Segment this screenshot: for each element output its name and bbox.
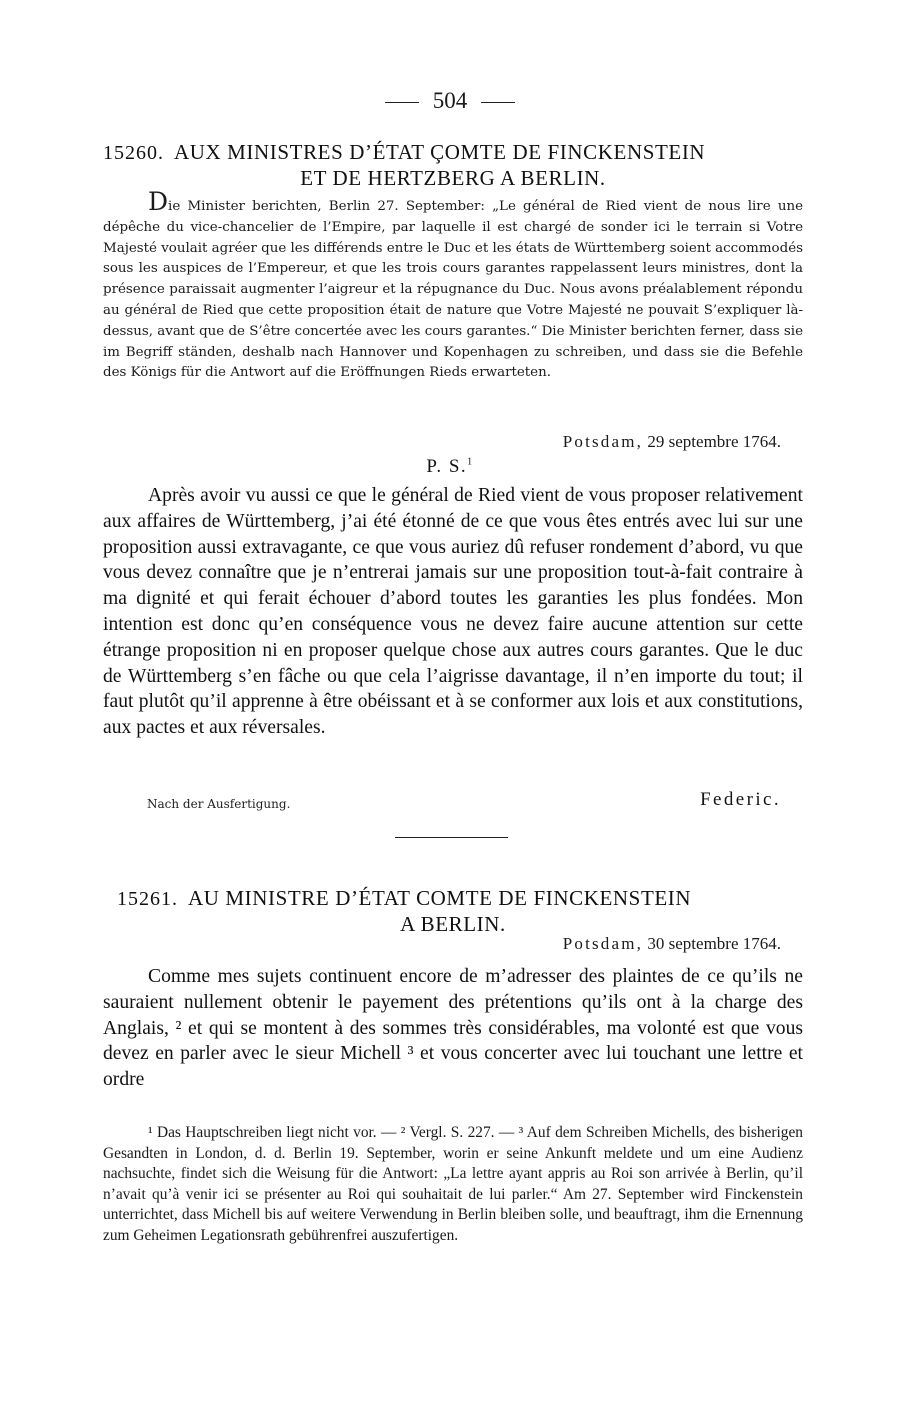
section-divider xyxy=(395,837,508,838)
page-number-dash-right xyxy=(481,102,515,103)
summary-text: ie Minister berichten, Berlin 27. September: „Le général de Ried vient de nous lire une dépêche du vice-chancelier de l’Empire, par laquelle il est chargé de sonder ici le terrain si Votre Majesté voulait agréer que les différends entre le Duc et les états de Württemberg soient accommodés sous les auspices de l’Empereur, et que les trois cours garantes rappelassent leurs ministres, dont la présence paraissait augmenter l’aigreur et la répugnance du Duc. Nous avons préalablement répondu au général de Ried que cette proposition était de nature que Votre Majesté ne pouvait S’expliquer là-dessus, avant que de S’être concertée avec les cours garantes.“ Die Minister berichten ferner, dass sie im Begriff ständen, deshalb nach Hannover und Kopenhagen zu schreiben, und dass sie die Befehle des Königs für die Antwort auf die Eröffnungen Rieds erwarteten. xyxy=(103,199,803,381)
postscript-label xyxy=(0,456,900,478)
footnote-text: ¹ Das Hauptschreiben liegt nicht vor. — ² Vergl. S. 227. — ³ Auf dem Schreiben Michells, des bisherigen Gesandten in London, d. d. Berlin 19. September, worin er seine Ankunft meldete und um eine Audienz nachsuchte, findet sich die Weisung für die Antwort: „La lettre ayant appris au Roi son arrivée à Berlin, qu’il n’avait qu’à venir ici se présenter au Roi qui souhaitait de lui parler.“ Am 27. September wird Finckenstein unterrichtet, dass Michell bis auf weitere Verwendung in Berlin bleiben solle, und beauftragt, ihm die Ernennung zum Geheimen Legationsrath gebührenfrei auszufertigen. xyxy=(103,1124,803,1244)
letter-15260-dateline xyxy=(103,432,781,452)
source-note: Nach der Ausfertigung. xyxy=(147,797,291,811)
page-number-value: 504 xyxy=(432,88,468,113)
letter-number: 15260. xyxy=(103,142,164,164)
body-text: Après avoir vu aussi ce que le général de Ried vient de vous proposer relativement aux affaires de Württemberg, j’ai été étonné de ce que vous êtes entrés avec lui sur une proposition aussi extravagante, ce que vous auriez dû refuser rondement d’abord, vu que vous devez connaître que je n’entrerai jamais sur une proposition tout-à-fait contraire à ma dignité et qui ferait échouer d’abord toutes les garanties les plus fondées. Mon intention est donc qu’en conséquence vous ne devez faire aucune attention sur cette étrange proposition ni en proposer quelque chose aux autres cours garantes. Que le duc de Württemberg s’en fâche ou que cela l’aigrisse davantage, il n’en importe du tout; il faut plutôt qu’il apprenne à être obéissant et à se conformer aux lois et aux constitutions, aux pactes et aux réversales. xyxy=(103,485,803,739)
page-number-dash-left xyxy=(385,102,419,103)
letter-15260-summary xyxy=(103,187,803,384)
footnotes xyxy=(103,1123,803,1247)
body-text: Comme mes sujets continuent encore de m’adresser des plaintes de ce qu’ils ne sauraient nullement obtenir le payement des prétentions qu’ils ont à la charge des Anglais, ² et qui se montent à des sommes très considérables, ma volonté est que vous devez en parler avec le sieur Michell ³ et vous concerter avec lui touchant une lettre et ordre xyxy=(103,966,803,1091)
signature: Federic. xyxy=(700,789,781,810)
date-place: Potsdam, xyxy=(562,934,644,953)
heading-line-2: A BERLIN. xyxy=(400,912,506,936)
ps-text: P. S. xyxy=(426,456,468,477)
heading-line-2: ET DE HERTZBERG A BERLIN. xyxy=(300,166,606,190)
date-text: 30 septembre 1764. xyxy=(647,934,781,953)
heading-line-1: AU MINISTRE D’ÉTAT COMTE DE FINCKENSTEIN xyxy=(188,886,692,910)
letter-15260-heading xyxy=(103,140,803,191)
page-number xyxy=(0,88,900,114)
date-place: Potsdam, xyxy=(562,432,644,451)
ps-footnote-mark: 1 xyxy=(467,456,474,468)
letter-15261-dateline xyxy=(103,934,781,954)
date-text: 29 septembre 1764. xyxy=(647,432,781,451)
letter-15260-body xyxy=(103,483,803,741)
letter-15261-body xyxy=(103,964,803,1093)
letter-15261-heading xyxy=(103,886,803,937)
letter-number: 15261. xyxy=(117,888,178,910)
drop-initial: D xyxy=(148,187,169,216)
heading-line-1: AUX MINISTRES D’ÉTAT ÇOMTE DE FINCKENSTEIN xyxy=(174,140,706,164)
